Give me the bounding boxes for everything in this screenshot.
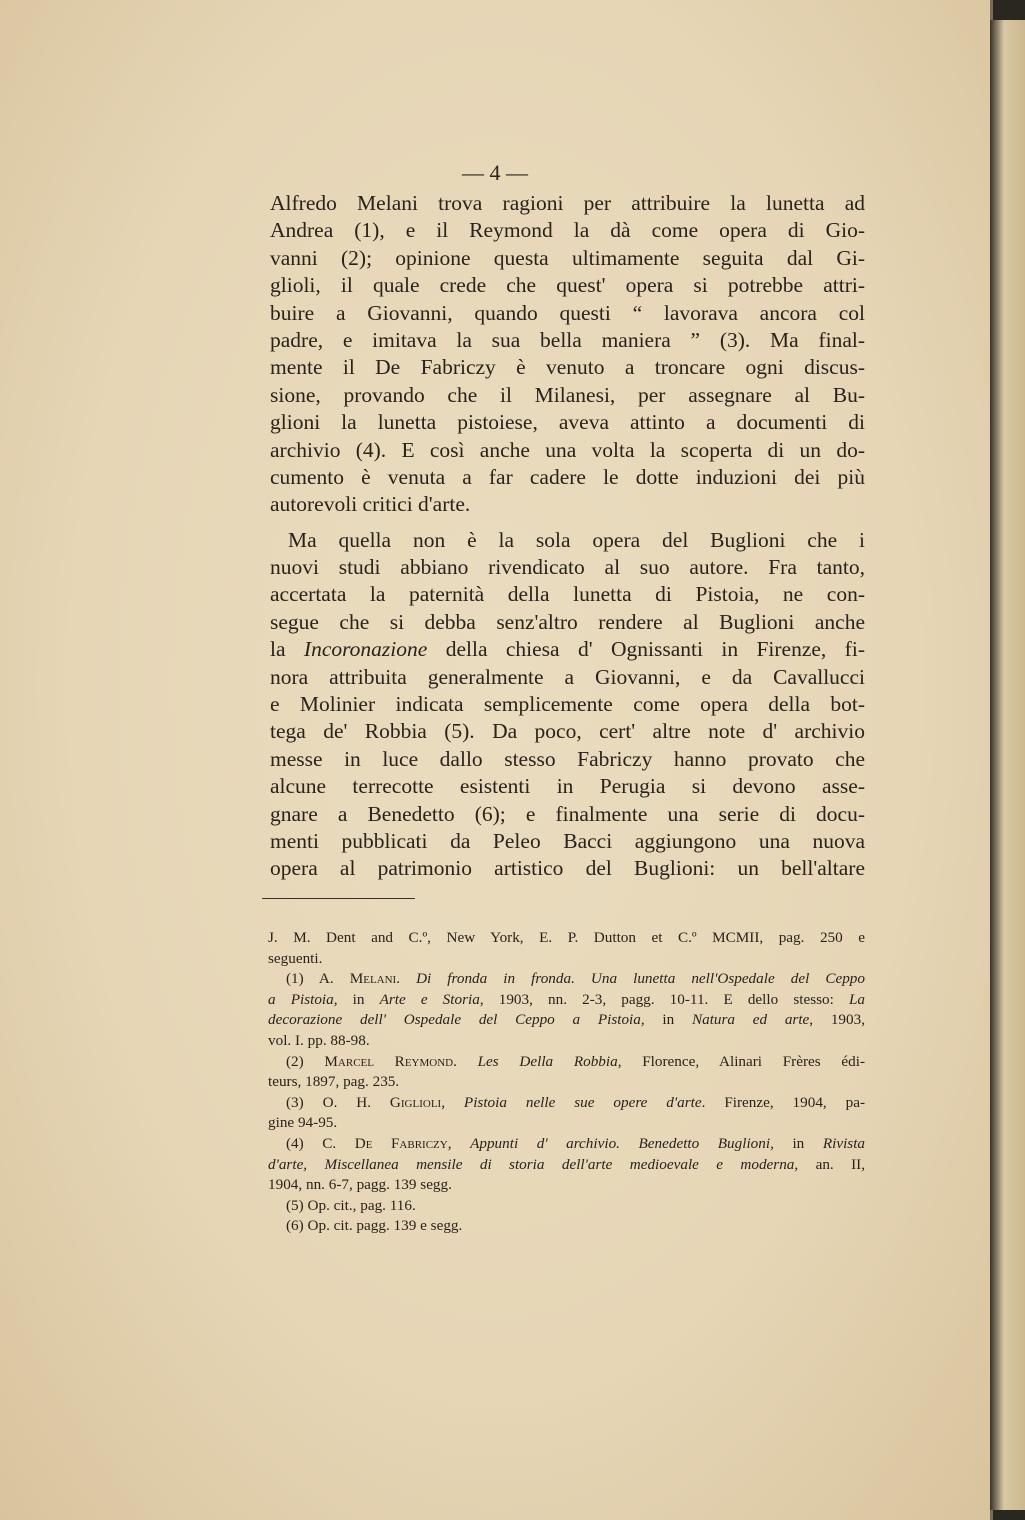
footnote-line bbox=[268, 1113, 865, 1134]
text-segment: messe in luce dallo stesso Fabriczy hanno provato che bbox=[270, 746, 865, 771]
body-line bbox=[270, 581, 865, 608]
footnote-line bbox=[268, 1134, 865, 1155]
italic-text: Les Della Robbia, bbox=[477, 1052, 622, 1070]
italic-text: Appunti d' archivio. Benedetto Buglioni, bbox=[470, 1134, 774, 1152]
footnote-line bbox=[268, 928, 865, 949]
small-caps-name: Marcel Reymond bbox=[324, 1052, 454, 1070]
text-segment: la bbox=[270, 637, 304, 662]
text-segment: (2) bbox=[286, 1052, 325, 1070]
footnote-line bbox=[268, 1216, 865, 1237]
text-segment: J. M. Dent and C.º, New York, E. P. Dutton et C.º MCMII, pag. 250 e bbox=[268, 929, 865, 946]
text-segment: archivio (4). E così anche una volta la scoperta di un do- bbox=[270, 437, 865, 462]
text-segment: (6) Op. cit. pagg. 139 e segg. bbox=[286, 1217, 463, 1235]
body-line bbox=[270, 217, 865, 244]
text-segment: mente il De Fabriczy è venuto a troncare ogni discus- bbox=[270, 355, 865, 380]
text-segment: glioni la lunetta pistoiese, aveva attinto a documenti di bbox=[270, 410, 865, 435]
body-line bbox=[270, 664, 865, 691]
footnote-line bbox=[268, 1196, 865, 1217]
text-segment: gnare a Benedetto (6); e finalmente una serie di docu- bbox=[270, 801, 865, 826]
body-line bbox=[270, 245, 865, 272]
text-segment: glioli, il quale crede che quest' opera si potrebbe attri- bbox=[270, 273, 865, 298]
text-segment: alcune terrecotte esistenti in Perugia si devono asse- bbox=[270, 774, 865, 799]
text-segment: , an. II, bbox=[794, 1155, 866, 1173]
body-line bbox=[270, 300, 865, 327]
text-segment: padre, e imitava la sua bella maniera ” (3). Ma final- bbox=[270, 327, 865, 352]
text-segment: in bbox=[773, 1134, 823, 1152]
italic-text: Pistoia nelle sue opere d'arte bbox=[463, 1093, 702, 1111]
italic-text: Incoronazione bbox=[303, 637, 428, 662]
body-line bbox=[270, 354, 865, 381]
body-line bbox=[270, 773, 865, 800]
text-segment: segue che si debba senz'altro rendere al Buglioni anche bbox=[270, 609, 865, 634]
italic-text: d'arte, Miscellanea mensile di storia dell'arte medioevale e moderna bbox=[268, 1155, 795, 1173]
text-segment: della chiesa d' Ognissanti in Firenze, fi- bbox=[427, 637, 865, 662]
footnote-line bbox=[268, 990, 865, 1011]
body-line bbox=[270, 801, 865, 828]
italic-text: decorazione dell' Ospedale del Ceppo a Pistoia, bbox=[268, 1011, 645, 1029]
text-segment: , bbox=[441, 1093, 464, 1111]
page-number: — 4 — bbox=[462, 160, 528, 185]
text-segment: Florence, Alinari Frères édi- bbox=[621, 1052, 865, 1070]
text-segment: e Molinier indicata semplicemente come opera della bot- bbox=[270, 692, 865, 717]
footnotes bbox=[268, 928, 865, 1237]
adjacent-page-edge bbox=[990, 20, 1025, 1510]
text-segment: . bbox=[453, 1052, 478, 1070]
body-line bbox=[270, 327, 865, 354]
paragraph-gap bbox=[270, 519, 865, 527]
body-line bbox=[270, 609, 865, 636]
text-segment: , 1903, bbox=[809, 1011, 866, 1029]
text-segment: nuovi studi abbiano rivendicato al suo autore. Fra tanto, bbox=[270, 555, 865, 580]
body-line bbox=[270, 382, 865, 409]
text-segment: (3) O. H. bbox=[286, 1093, 390, 1111]
text-segment: 1904, nn. 6-7, pagg. 139 segg. bbox=[268, 1176, 452, 1194]
footnote-line bbox=[268, 969, 865, 990]
italic-text: Natura ed arte bbox=[691, 1011, 810, 1029]
footnote-line bbox=[268, 1175, 865, 1196]
body-line bbox=[270, 746, 865, 773]
text-segment: Andrea (1), e il Reymond la dà come opera di Gio- bbox=[270, 218, 865, 243]
text-segment: , 1903, nn. 2-3, pagg. 10-11. E dello stesso: bbox=[479, 990, 849, 1008]
text-segment: Ma quella non è la sola opera del Buglioni che i bbox=[288, 527, 865, 552]
text-segment: nora attribuita generalmente a Giovanni, e da Cavallucci bbox=[270, 664, 865, 689]
footnote-line bbox=[268, 1052, 865, 1073]
italic-text: Arte e Storia bbox=[379, 990, 480, 1008]
body-line bbox=[270, 190, 865, 217]
text-segment: tega de' Robbia (5). Da poco, cert' altre note d' archivio bbox=[270, 719, 865, 744]
text-segment: seguenti. bbox=[268, 949, 323, 967]
text-segment: (5) Op. cit., pag. 116. bbox=[286, 1196, 416, 1214]
footnote-line bbox=[268, 1155, 865, 1176]
text-segment: autorevoli critici d'arte. bbox=[270, 492, 471, 517]
text-segment: vol. I. pp. 88-98. bbox=[268, 1031, 370, 1049]
body-line bbox=[270, 272, 865, 299]
text-segment: cumento è venuta a far cadere le dotte induzioni dei più bbox=[270, 464, 865, 489]
footnote-line bbox=[268, 949, 865, 970]
body-line bbox=[270, 491, 865, 518]
text-segment: in bbox=[337, 990, 380, 1008]
small-caps-name: De Fabriczy bbox=[354, 1134, 448, 1152]
small-caps-name: Melani bbox=[349, 970, 397, 988]
body-line bbox=[270, 828, 865, 855]
body-line bbox=[270, 409, 865, 436]
body-line bbox=[270, 855, 865, 882]
text-segment: opera al patrimonio artistico del Buglioni: un bell'altare bbox=[270, 856, 865, 881]
italic-text: a Pistoia, bbox=[268, 990, 338, 1008]
text-segment: sione, provando che il Milanesi, per assegnare al Bu- bbox=[270, 382, 865, 407]
text-segment: in bbox=[644, 1011, 692, 1029]
italic-text: Rivista bbox=[822, 1134, 866, 1152]
body-line bbox=[270, 464, 865, 491]
text-segment: vanni (2); opinione questa ultimamente seguita dal Gi- bbox=[270, 245, 865, 270]
text-segment: menti pubblicati da Peleo Bacci aggiungono una nuova bbox=[270, 828, 865, 853]
small-caps-name: Giglioli bbox=[389, 1093, 442, 1111]
text-segment: gine 94-95. bbox=[268, 1114, 338, 1132]
text-segment: teurs, 1897, pag. 235. bbox=[268, 1073, 400, 1091]
text-segment: (1) A. bbox=[286, 970, 350, 988]
body-line bbox=[270, 527, 865, 554]
footnote-line bbox=[268, 1031, 865, 1052]
footnote-line bbox=[268, 1010, 865, 1031]
text-segment: Alfredo Melani trova ragioni per attribuire la lunetta ad bbox=[270, 191, 865, 215]
body-line bbox=[270, 691, 865, 718]
italic-text: La bbox=[848, 990, 865, 1008]
footnote-line bbox=[268, 1093, 865, 1114]
text-segment: . Firenze, 1904, pa- bbox=[701, 1093, 866, 1111]
text-segment: accertata la paternità della lunetta di Pistoia, ne con- bbox=[270, 582, 865, 607]
body-line bbox=[270, 554, 865, 581]
italic-text: Di fronda in fronda. Una lunetta nell'Ospedale del Ceppo bbox=[416, 970, 865, 988]
body-text bbox=[270, 190, 865, 883]
text-segment: . bbox=[396, 970, 417, 988]
text-segment: buire a Giovanni, quando questi “ lavorava ancora col bbox=[270, 300, 865, 325]
text-segment: , bbox=[447, 1134, 471, 1152]
text-segment: (4) C. bbox=[286, 1134, 355, 1152]
footnote-divider bbox=[262, 898, 415, 899]
body-line bbox=[270, 636, 865, 663]
body-line bbox=[270, 718, 865, 745]
body-line bbox=[270, 437, 865, 464]
footnote-line bbox=[268, 1072, 865, 1093]
